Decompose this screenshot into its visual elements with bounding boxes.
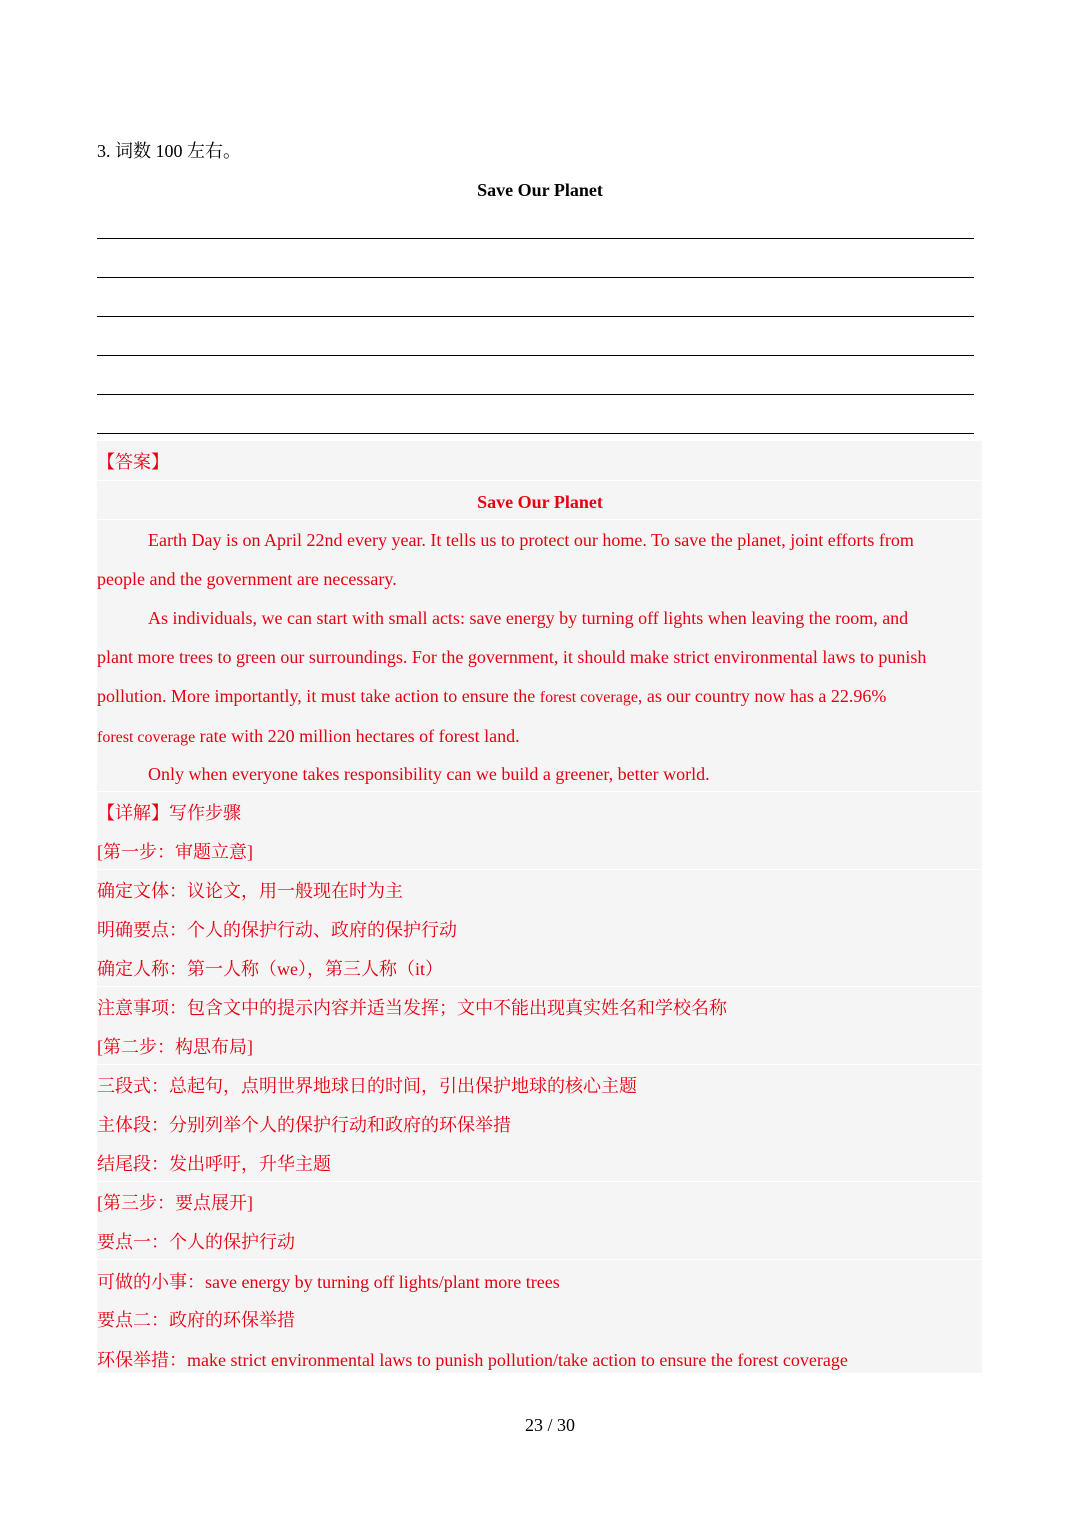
answer-paragraph-2 — [97, 599, 977, 757]
paragraph-line: Only when everyone takes responsibility can we build a greener, better world. — [148, 764, 710, 784]
detail-line: 确定文体：议论文，用一般现在时为主 — [97, 881, 403, 901]
writing-line — [97, 238, 974, 239]
row-divider — [97, 1181, 982, 1182]
answer-paragraph-3 — [97, 755, 977, 794]
detail-line: [第一步：审题立意] — [97, 842, 253, 862]
paragraph-line: As individuals, we can start with small acts: save energy by turning off lights when leaving the room, and — [148, 608, 909, 628]
detail-line: 主体段：分别列举个人的保护行动和政府的环保举措 — [97, 1115, 511, 1135]
row-divider — [97, 1064, 982, 1065]
answer-paragraph-1 — [97, 521, 977, 599]
detail-line: [第二步：构思布局] — [97, 1037, 253, 1057]
detail-line: [第三步：要点展开] — [97, 1193, 253, 1213]
detail-line: 注意事项：包含文中的提示内容并适当发挥；文中不能出现真实姓名和学校名称 — [97, 998, 727, 1018]
answer-label: 【答案】 — [97, 452, 169, 472]
writing-line — [97, 394, 974, 395]
detail-heading: 【详解】写作步骤 — [97, 803, 241, 823]
detail-line: 确定人称：第一人称（we），第三人称（it） — [97, 959, 443, 979]
detail-line: 可做的小事：save energy by turning off lights/plant more trees — [97, 1272, 560, 1292]
writing-line — [97, 316, 974, 317]
text-run: , as our country now has a 22.96% — [637, 686, 887, 706]
detail-line: 要点一：个人的保护行动 — [97, 1232, 295, 1252]
detail-line: 明确要点：个人的保护行动、政府的保护行动 — [97, 920, 457, 940]
text-run: rate with 220 million hectares of forest land. — [195, 726, 520, 746]
row-divider — [97, 519, 982, 520]
row-divider — [97, 1259, 982, 1260]
answer-title: Save Our Planet — [477, 492, 603, 512]
detail-line: 要点二：政府的环保举措 — [97, 1310, 295, 1330]
paragraph-line — [97, 717, 977, 757]
row-divider — [97, 869, 982, 870]
paragraph-line: Earth Day is on April 22nd every year. It tells us to protect our home. To save the planet, joint efforts from — [148, 530, 914, 550]
detail-line: 结尾段：发出呼吁，升华主题 — [97, 1154, 331, 1174]
paragraph-line: people and the government are necessary. — [97, 569, 397, 589]
word-count-requirement: 3. 词数 100 左右。 — [97, 141, 241, 161]
writing-line — [97, 355, 974, 356]
writing-line — [97, 433, 974, 434]
row-divider — [97, 986, 982, 987]
paragraph-line — [97, 677, 977, 717]
page-number: 23 / 30 — [524, 1415, 575, 1435]
row-divider — [97, 480, 982, 481]
text-run: forest coverage — [97, 729, 196, 746]
essay-title: Save Our Planet — [477, 180, 603, 200]
text-run: pollution. More importantly, it must take action to ensure the — [97, 686, 536, 706]
text-run: forest coverage — [539, 689, 638, 706]
writing-line — [97, 277, 974, 278]
paragraph-line: plant more trees to green our surroundings. For the government, it should make strict environmental laws to punish — [97, 647, 927, 667]
detail-line: 环保举措：make strict environmental laws to punish pollution/take action to ensure the forest coverage — [97, 1350, 848, 1370]
detail-line: 三段式：总起句，点明世界地球日的时间，引出保护地球的核心主题 — [97, 1076, 637, 1096]
